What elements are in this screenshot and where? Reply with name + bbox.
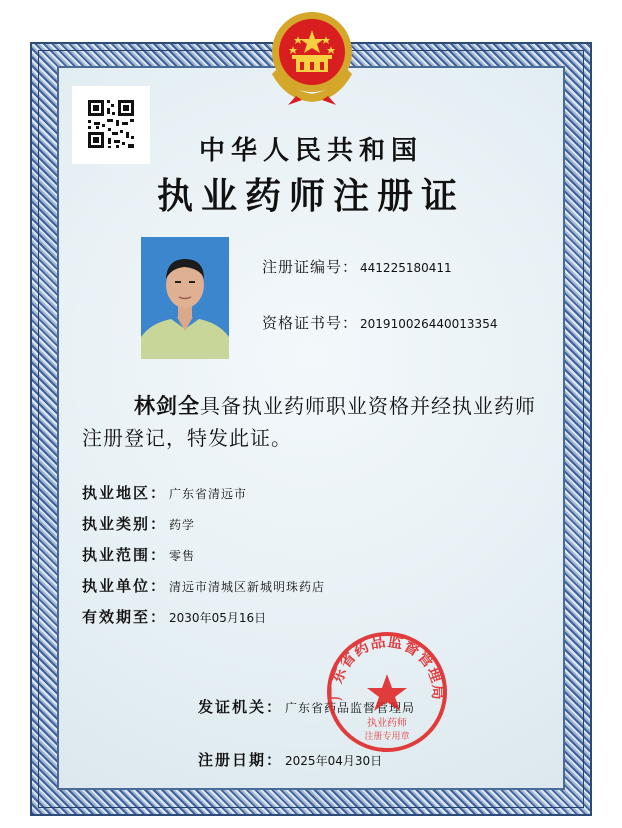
national-emblem-icon: [268, 8, 356, 106]
qualification-number: 资格证书号： 201910026440013354: [262, 314, 498, 332]
registration-date-label: 注册日期: [198, 751, 267, 769]
detail-label: 执业类别: [82, 515, 151, 533]
detail-row-category: 执业类别： 药学: [82, 515, 196, 533]
registration-number-value: 441225180411: [360, 261, 452, 275]
svg-text:执业药师: 执业药师: [367, 718, 407, 729]
detail-value: 广东省清远市: [169, 487, 248, 501]
detail-value: 药学: [169, 518, 196, 532]
official-seal-icon: [323, 628, 451, 756]
issuing-authority: 发证机关： 广东省药品监督管理局: [198, 698, 416, 716]
detail-row-unit: 执业单位： 清远市清城区新城明珠药店: [82, 577, 326, 595]
detail-label: 有效期至: [82, 608, 151, 626]
svg-text:注册专用章: 注册专用章: [364, 732, 410, 742]
detail-row-valid-until: 有效期至： 2030年05月16日: [82, 608, 267, 626]
country-title: 中华人民共和国: [198, 136, 423, 166]
registration-number: 注册证编号： 441225180411: [262, 258, 452, 276]
issuing-authority-value: 广东省药品监督管理局: [285, 701, 416, 715]
qualification-number-value: 201910026440013354: [360, 317, 498, 331]
registration-number-label: 注册证编号: [262, 258, 343, 276]
detail-value: 清远市清城区新城明珠药店: [169, 580, 326, 594]
svg-text:广东省药品监督管理局: 广东省药品监督管理局: [326, 632, 448, 701]
issuing-authority-label: 发证机关: [198, 698, 267, 716]
detail-row-region: 执业地区： 广东省清远市: [82, 484, 248, 502]
detail-label: 执业范围: [82, 546, 151, 564]
detail-label: 执业地区: [82, 484, 151, 502]
qualification-number-label: 资格证书号: [262, 314, 343, 332]
statement-text: 具备执业药师职业资格并经执业药师注册登记，特发此证。: [82, 394, 536, 450]
detail-label: 执业单位: [82, 577, 151, 595]
detail-value: 2030年05月16日: [169, 611, 267, 625]
certificate-title: 执业药师注册证: [156, 175, 465, 217]
registration-date-value: 2025年04月30日: [285, 754, 383, 768]
certification-statement: [82, 390, 552, 454]
registration-date: 注册日期： 2025年04月30日: [198, 751, 383, 769]
detail-row-scope: 执业范围： 零售: [82, 546, 196, 564]
holder-photo: [141, 237, 229, 359]
detail-value: 零售: [169, 549, 196, 563]
holder-name: 林剑全: [134, 393, 200, 418]
